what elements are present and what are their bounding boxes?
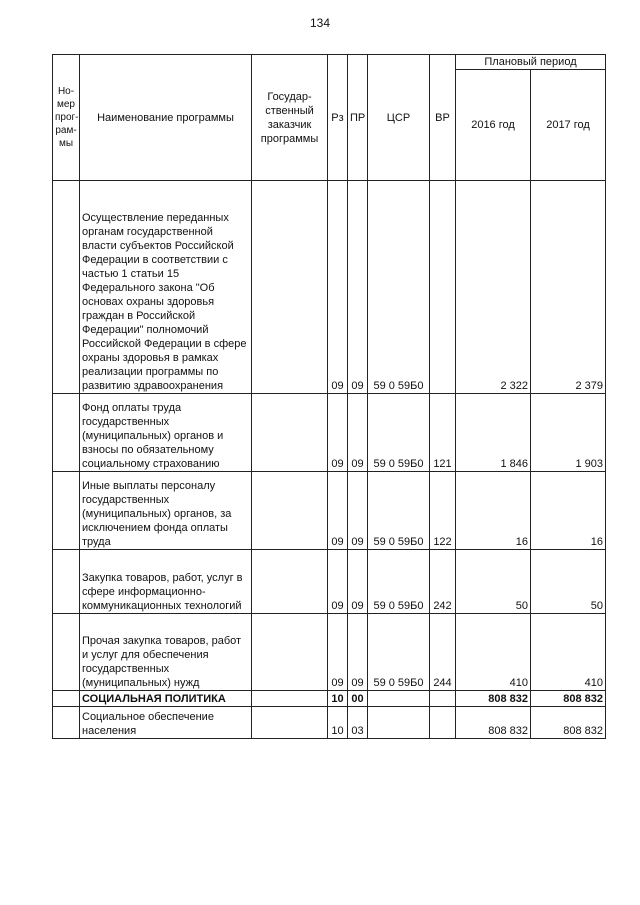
cell-csr: [368, 707, 430, 739]
cell-name: Закупка товаров, работ, услуг в сфере информационно-коммуникационных технологий: [80, 550, 252, 614]
cell-y2017: 410: [531, 614, 606, 691]
cell-customer: [252, 181, 328, 394]
header-year-2017: 2017 год: [531, 70, 606, 181]
table-row: [53, 550, 606, 614]
cell-csr: 59 0 59Б0: [368, 550, 430, 614]
cell-y2016: 808 832: [456, 707, 531, 739]
cell-num: [53, 614, 80, 691]
cell-pr: 09: [348, 614, 368, 691]
cell-name: Осуществление переданных органам государственной власти субъектов Российской Федерации в соответствии с частью 1 статьи 15 Федерального закона "Об основах охраны здоровья граждан в Российской Федерации" полномочий Российской Федерации в сфере охраны здоровья в рамках реализации программы по развитию здравоохранения: [80, 181, 252, 394]
cell-num: [53, 707, 80, 739]
budget-table: [52, 54, 606, 739]
table-row: [53, 707, 606, 739]
cell-csr: 59 0 59Б0: [368, 614, 430, 691]
cell-rz: 09: [328, 394, 348, 472]
cell-num: [53, 550, 80, 614]
cell-y2017: 50: [531, 550, 606, 614]
cell-y2016: 410: [456, 614, 531, 691]
table-row: [53, 614, 606, 691]
cell-customer: [252, 472, 328, 550]
cell-rz: 09: [328, 472, 348, 550]
table-row: [53, 472, 606, 550]
header-program-number: Но- мер прог- рам- мы: [53, 55, 80, 181]
header-rz: Рз: [328, 55, 348, 181]
table-row: [53, 181, 606, 394]
cell-num: [53, 181, 80, 394]
cell-rz: 09: [328, 550, 348, 614]
cell-rz: 09: [328, 181, 348, 394]
cell-name: Фонд оплаты труда государственных (муниципальных) органов и взносы по обязательному социальному страхованию: [80, 394, 252, 472]
cell-pr: 09: [348, 181, 368, 394]
cell-vr: 122: [430, 472, 456, 550]
cell-pr: 09: [348, 394, 368, 472]
cell-name: Иные выплаты персоналу государственных (муниципальных) органов, за исключением фонда оплаты труда: [80, 472, 252, 550]
cell-num: [53, 472, 80, 550]
cell-pr: 09: [348, 550, 368, 614]
cell-csr: 59 0 59Б0: [368, 472, 430, 550]
cell-vr: 244: [430, 614, 456, 691]
cell-vr: 121: [430, 394, 456, 472]
cell-customer: [252, 707, 328, 739]
cell-csr: 59 0 59Б0: [368, 394, 430, 472]
cell-y2017: 2 379: [531, 181, 606, 394]
cell-vr: [430, 707, 456, 739]
cell-rz: 10: [328, 691, 348, 707]
cell-y2016: 1 846: [456, 394, 531, 472]
cell-y2017: 1 903: [531, 394, 606, 472]
cell-csr: [368, 691, 430, 707]
cell-csr: 59 0 59Б0: [368, 181, 430, 394]
cell-rz: 10: [328, 707, 348, 739]
cell-y2017: 16: [531, 472, 606, 550]
cell-pr: 03: [348, 707, 368, 739]
cell-vr: [430, 181, 456, 394]
cell-num: [53, 691, 80, 707]
cell-customer: [252, 691, 328, 707]
cell-num: [53, 394, 80, 472]
header-pr: ПР: [348, 55, 368, 181]
table-row: [53, 394, 606, 472]
cell-y2016: 808 832: [456, 691, 531, 707]
cell-vr: [430, 691, 456, 707]
cell-y2016: 16: [456, 472, 531, 550]
header-program-name: Наименование программы: [80, 55, 252, 181]
header-csr: ЦСР: [368, 55, 430, 181]
cell-name: Прочая закупка товаров, работ и услуг для обеспечения государственных (муниципальных) нужд: [80, 614, 252, 691]
cell-customer: [252, 394, 328, 472]
page-number: 134: [309, 16, 331, 30]
header-customer: Государ- ственный заказчик программы: [252, 55, 328, 181]
cell-y2017: 808 832: [531, 707, 606, 739]
header-plan-period: Плановый период: [456, 55, 606, 70]
cell-customer: [252, 614, 328, 691]
cell-y2016: 50: [456, 550, 531, 614]
cell-y2016: 2 322: [456, 181, 531, 394]
cell-pr: 09: [348, 472, 368, 550]
cell-rz: 09: [328, 614, 348, 691]
cell-name: СОЦИАЛЬНАЯ ПОЛИТИКА: [80, 691, 252, 707]
header-vr: ВР: [430, 55, 456, 181]
cell-customer: [252, 550, 328, 614]
table-row: [53, 691, 606, 707]
cell-name: Социальное обеспечение населения: [80, 707, 252, 739]
header-year-2016: 2016 год: [456, 70, 531, 181]
cell-vr: 242: [430, 550, 456, 614]
cell-y2017: 808 832: [531, 691, 606, 707]
cell-pr: 00: [348, 691, 368, 707]
